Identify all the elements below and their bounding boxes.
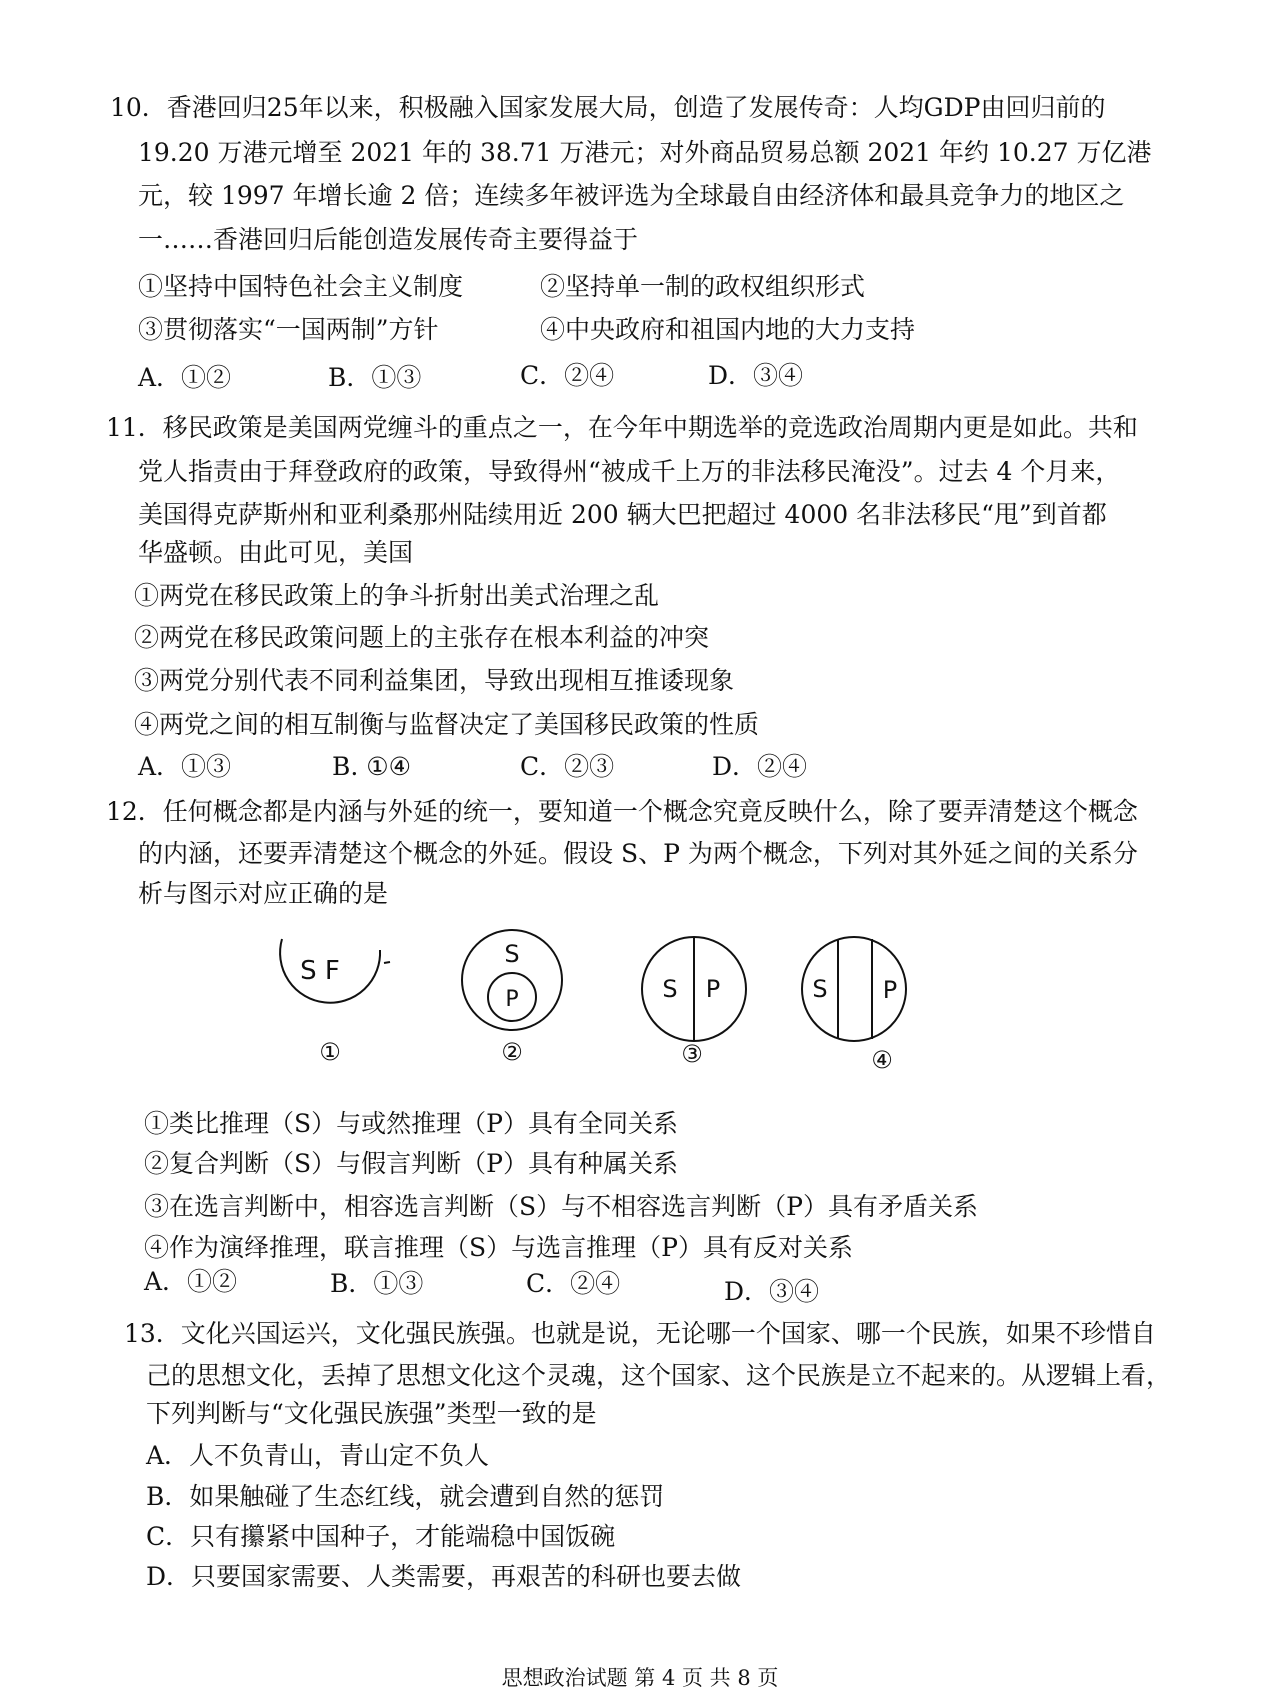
q10-stem-line: 10．香港回归25年以来，积极融入国家发展大局，创造了发展传奇：人均GDP由回归前的 <box>110 93 1106 122</box>
diagram-3 <box>642 937 746 1068</box>
q11-item-4: ④两党之间的相互制衡与监督决定了美国移民政策的性质 <box>134 710 760 739</box>
diagram-2-number: ② <box>501 1038 523 1066</box>
diagram-2-inner-label: P <box>505 987 519 1012</box>
diagram-1 <box>280 939 390 1066</box>
q13-stem-line: 己的思想文化，丢掉了思想文化这个灵魂，这个国家、这个民族是立不起来的。从逻辑上看， <box>146 1361 1172 1390</box>
q11-choice-b: B. ①④ <box>332 752 412 781</box>
diagram-3-left-label: S <box>662 975 678 1003</box>
diagram-1-label: S F <box>300 956 340 986</box>
q10-choice-b: B．①③ <box>328 363 422 392</box>
diagram-4-right-label: P <box>882 976 898 1004</box>
q12-choice-d: D．③④ <box>724 1277 820 1306</box>
q13-choice-b: B．如果触碰了生态红线，就会遭到自然的惩罚 <box>146 1482 665 1511</box>
diagram-3-number: ③ <box>681 1040 703 1068</box>
q12-item-1: ①类比推理（S）与或然推理（P）具有全同关系 <box>144 1109 678 1138</box>
q11-item-3: ③两党分别代表不同利益集团，导致出现相互推诿现象 <box>134 666 735 695</box>
q11-item-2: ②两党在移民政策问题上的主张存在根本利益的冲突 <box>134 623 710 652</box>
q11-choice-c: C．②③ <box>520 752 615 781</box>
q13-stem-line: 13．文化兴国运兴，文化强民族强。也就是说，无论哪一个国家、哪一个民族，如果不珍惜自 <box>124 1319 1156 1348</box>
q10-stem-line: 19.20 万港元增至 2021 年的 38.71 万港元；对外商品贸易总额 2021 年约 10.27 万亿港 <box>138 138 1152 167</box>
q10-choice-a: A．①② <box>138 363 232 392</box>
q12-item-3: ③在选言判断中，相容选言判断（S）与不相容选言判断（P）具有矛盾关系 <box>144 1192 978 1221</box>
q10-stem-line: 元，较 1997 年增长逾 2 倍；连续多年被评选为全球最自由经济体和最具竞争力的地区之 <box>138 181 1125 210</box>
q13-choice-d: D．只要国家需要、人类需要，再艰苦的科研也要去做 <box>146 1562 742 1591</box>
q11-stem-line: 华盛顿。由此可见，美国 <box>138 538 414 567</box>
q12-stem-line: 的内涵，还要弄清楚这个概念的外延。假设 S、P 为两个概念，下列对其外延之间的关系分 <box>138 839 1138 868</box>
venn-diagrams <box>270 925 950 1085</box>
q11-stem-line: 美国得克萨斯州和亚利桑那州陆续用近 200 辆大巴把超过 4000 名非法移民“甩”到首都 <box>138 500 1107 529</box>
q13-choice-c: C．只有攥紧中国种子，才能端稳中国饭碗 <box>146 1522 616 1551</box>
q10-item-2: ②坚持单一制的政权组织形式 <box>540 272 866 301</box>
q11-stem-line: 党人指责由于拜登政府的政策，导致得州“被成千上万的非法移民淹没”。过去 4 个月来， <box>138 457 1121 486</box>
q13-stem-line: 下列判断与“文化强民族强”类型一致的是 <box>146 1399 597 1428</box>
diagram-4-left-label: S <box>812 975 828 1003</box>
diagram-4 <box>802 937 906 1074</box>
q10-item-1: ①坚持中国特色社会主义制度 <box>138 272 464 301</box>
q11-choice-a: A．①③ <box>138 752 232 781</box>
q12-stem-line: 析与图示对应正确的是 <box>138 879 389 908</box>
page-footer: 思想政治试题 第 4 页 共 8 页 <box>501 1666 779 1690</box>
q10-item-4: ④中央政府和祖国内地的大力支持 <box>540 315 916 344</box>
q11-item-1: ①两党在移民政策上的争斗折射出美式治理之乱 <box>134 581 660 610</box>
q10-stem-line: 一……香港回归后能创造发展传奇主要得益于 <box>138 225 639 254</box>
q12-choice-c: C．②④ <box>526 1269 621 1298</box>
q12-item-4: ④作为演绎推理，联言推理（S）与选言推理（P）具有反对关系 <box>144 1233 853 1262</box>
q11-choice-d: D．②④ <box>712 752 808 781</box>
diagram-1-number: ① <box>319 1038 341 1066</box>
q12-choice-a: A．①② <box>144 1267 238 1296</box>
diagram-3-right-label: P <box>705 975 721 1003</box>
q11-stem-line: 11．移民政策是美国两党缠斗的重点之一，在今年中期选举的竞选政治周期内更是如此。共和 <box>106 413 1138 442</box>
q12-stem-line: 12．任何概念都是内涵与外延的统一，要知道一个概念究竟反映什么，除了要弄清楚这个概念 <box>106 797 1138 826</box>
q10-item-3: ③贯彻落实“一国两制”方针 <box>138 315 439 344</box>
q10-choice-d: D．③④ <box>708 361 804 390</box>
q12-item-2: ②复合判断（S）与假言判断（P）具有种属关系 <box>144 1149 678 1178</box>
diagram-4-number: ④ <box>871 1046 893 1074</box>
q10-choice-c: C．②④ <box>520 361 615 390</box>
diagram-2 <box>462 930 562 1066</box>
q12-choice-b: B．①③ <box>330 1269 424 1298</box>
diagram-2-outer-label: S <box>504 940 520 968</box>
q13-choice-a: A．人不负青山，青山定不负人 <box>146 1441 490 1470</box>
